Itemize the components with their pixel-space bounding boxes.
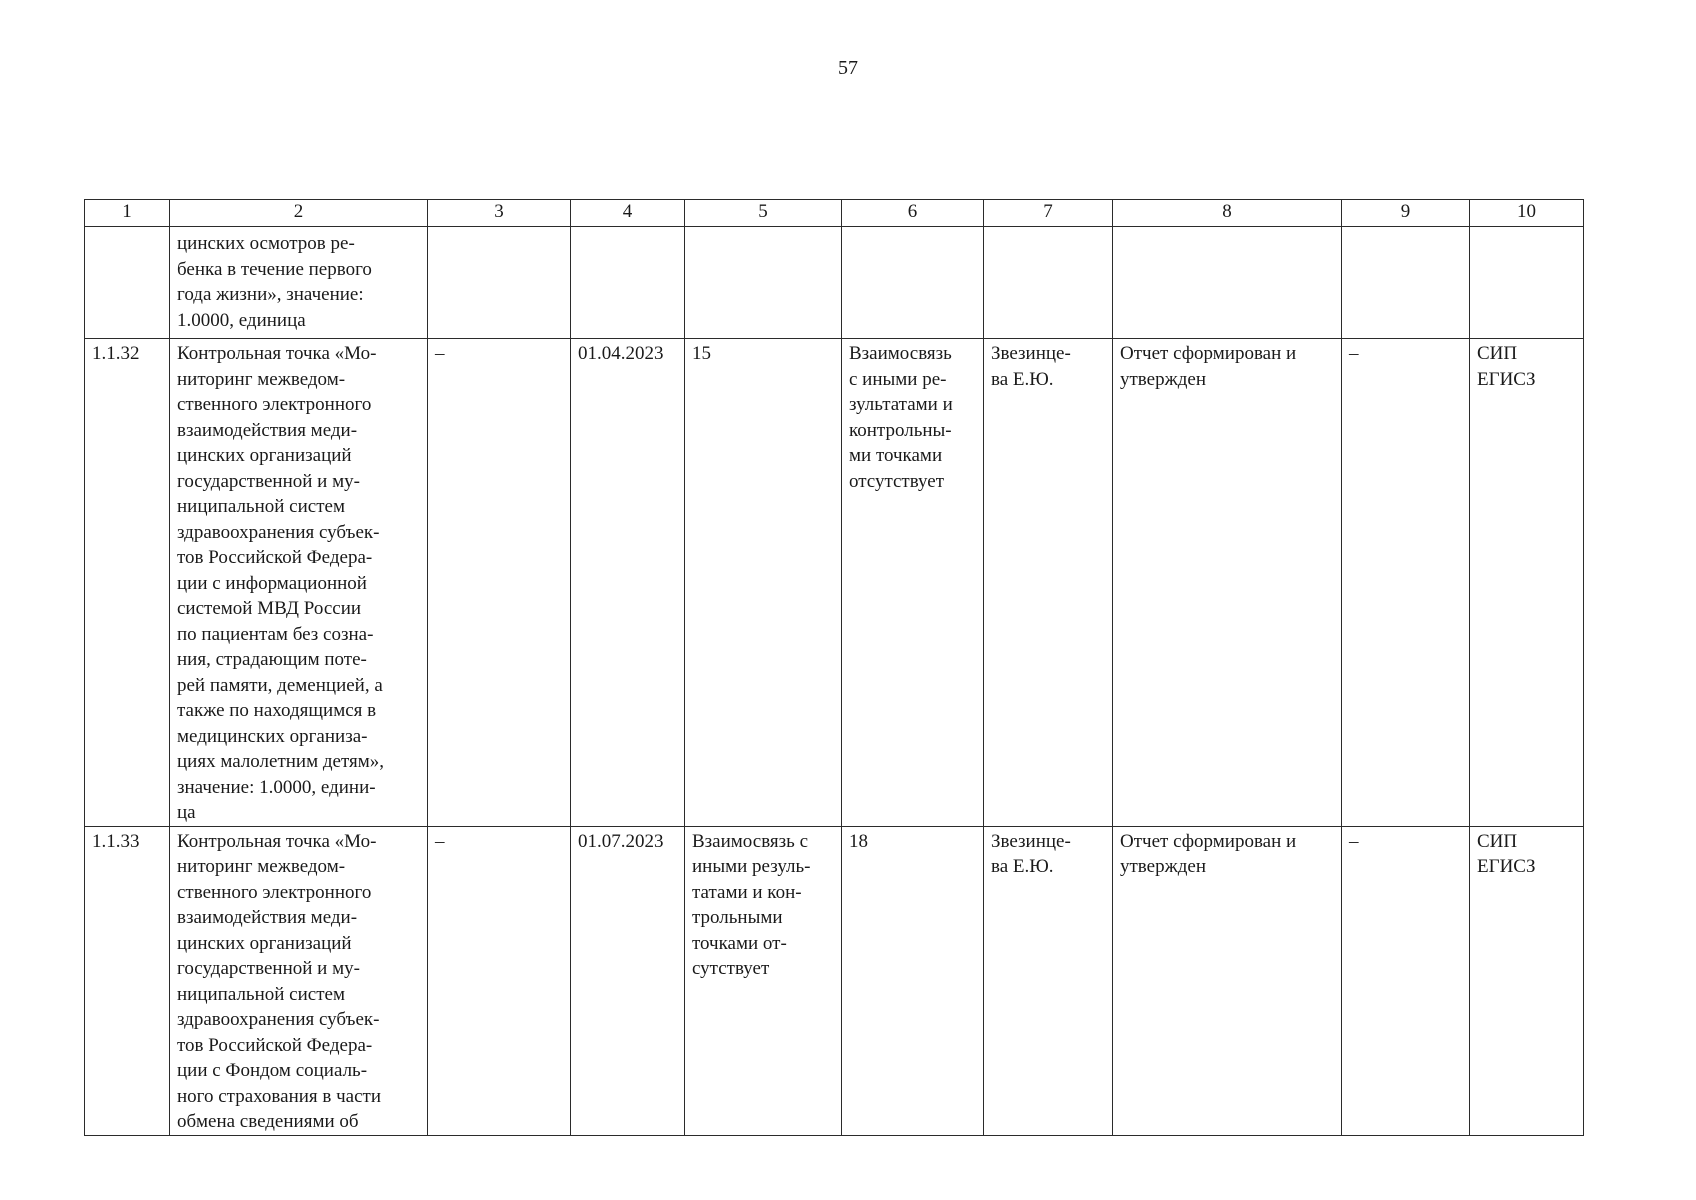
table-cell [1342,227,1470,339]
table-cell: 15 [685,339,842,827]
table-cell: Отчет сформирован и утвержден [1113,826,1342,1135]
column-header: 6 [842,200,984,227]
table-cell [571,227,685,339]
table-cell: СИП ЕГИСЗ [1470,826,1584,1135]
table-cell: – [428,826,571,1135]
table-cell [842,227,984,339]
table-cell: Взаимосвязь с иными ре- зультатами и контрольны- ми точками отсутствует [842,339,984,827]
table-cell [984,227,1113,339]
table-row [85,227,1584,339]
table-cell [428,227,571,339]
column-header: 8 [1113,200,1342,227]
plan-table [84,199,1584,1136]
page-number: 57 [838,57,858,79]
table-cell: 18 [842,826,984,1135]
table-cell [85,227,170,339]
table-cell: – [1342,826,1470,1135]
table-cell: Контрольная точка «Мо- ниторинг межведом- ственного электронного взаимодействия меди- цинских организаций государственной и му- ниципальной систем здравоохранения субъек- тов Российской Федера- ции с информационной системой МВД России по пациентам без созна- ния, страдающим поте- рей памяти, деменцией, а также по находящимся в медицинских организа- циях малолетним детям», значение: 1.0000, едини- ца [170,339,428,827]
column-header: 10 [1470,200,1584,227]
table-cell: 01.07.2023 [571,826,685,1135]
column-header: 4 [571,200,685,227]
table-cell: СИП ЕГИСЗ [1470,339,1584,827]
table-cell: Отчет сформирован и утвержден [1113,339,1342,827]
table-cell: 1.1.33 [85,826,170,1135]
column-header: 9 [1342,200,1470,227]
column-header: 1 [85,200,170,227]
table-row [85,339,1584,827]
table-cell: Звезинце- ва Е.Ю. [984,339,1113,827]
table-cell: – [428,339,571,827]
column-header: 5 [685,200,842,227]
table-cell: 1.1.32 [85,339,170,827]
table-cell: Звезинце- ва Е.Ю. [984,826,1113,1135]
table-cell: Контрольная точка «Мо- ниторинг межведом- ственного электронного взаимодействия меди- цинских организаций государственной и му- ниципальной систем здравоохранения субъек- тов Российской Федера- ции с Фондом социаль- ного страхования в части обмена сведениями об [170,826,428,1135]
table-cell: Взаимосвязь с иными резуль- татами и кон- трольными точками от- сутствует [685,826,842,1135]
header-row [85,200,1584,227]
column-header: 7 [984,200,1113,227]
table-row [85,826,1584,1135]
column-header: 2 [170,200,428,227]
table-cell [1113,227,1342,339]
table-cell: – [1342,339,1470,827]
table-cell: 01.04.2023 [571,339,685,827]
table-cell: цинских осмотров ре- бенка в течение первого года жизни», значение: 1.0000, единица [170,227,428,339]
table-cell [685,227,842,339]
table-cell [1470,227,1584,339]
column-header: 3 [428,200,571,227]
